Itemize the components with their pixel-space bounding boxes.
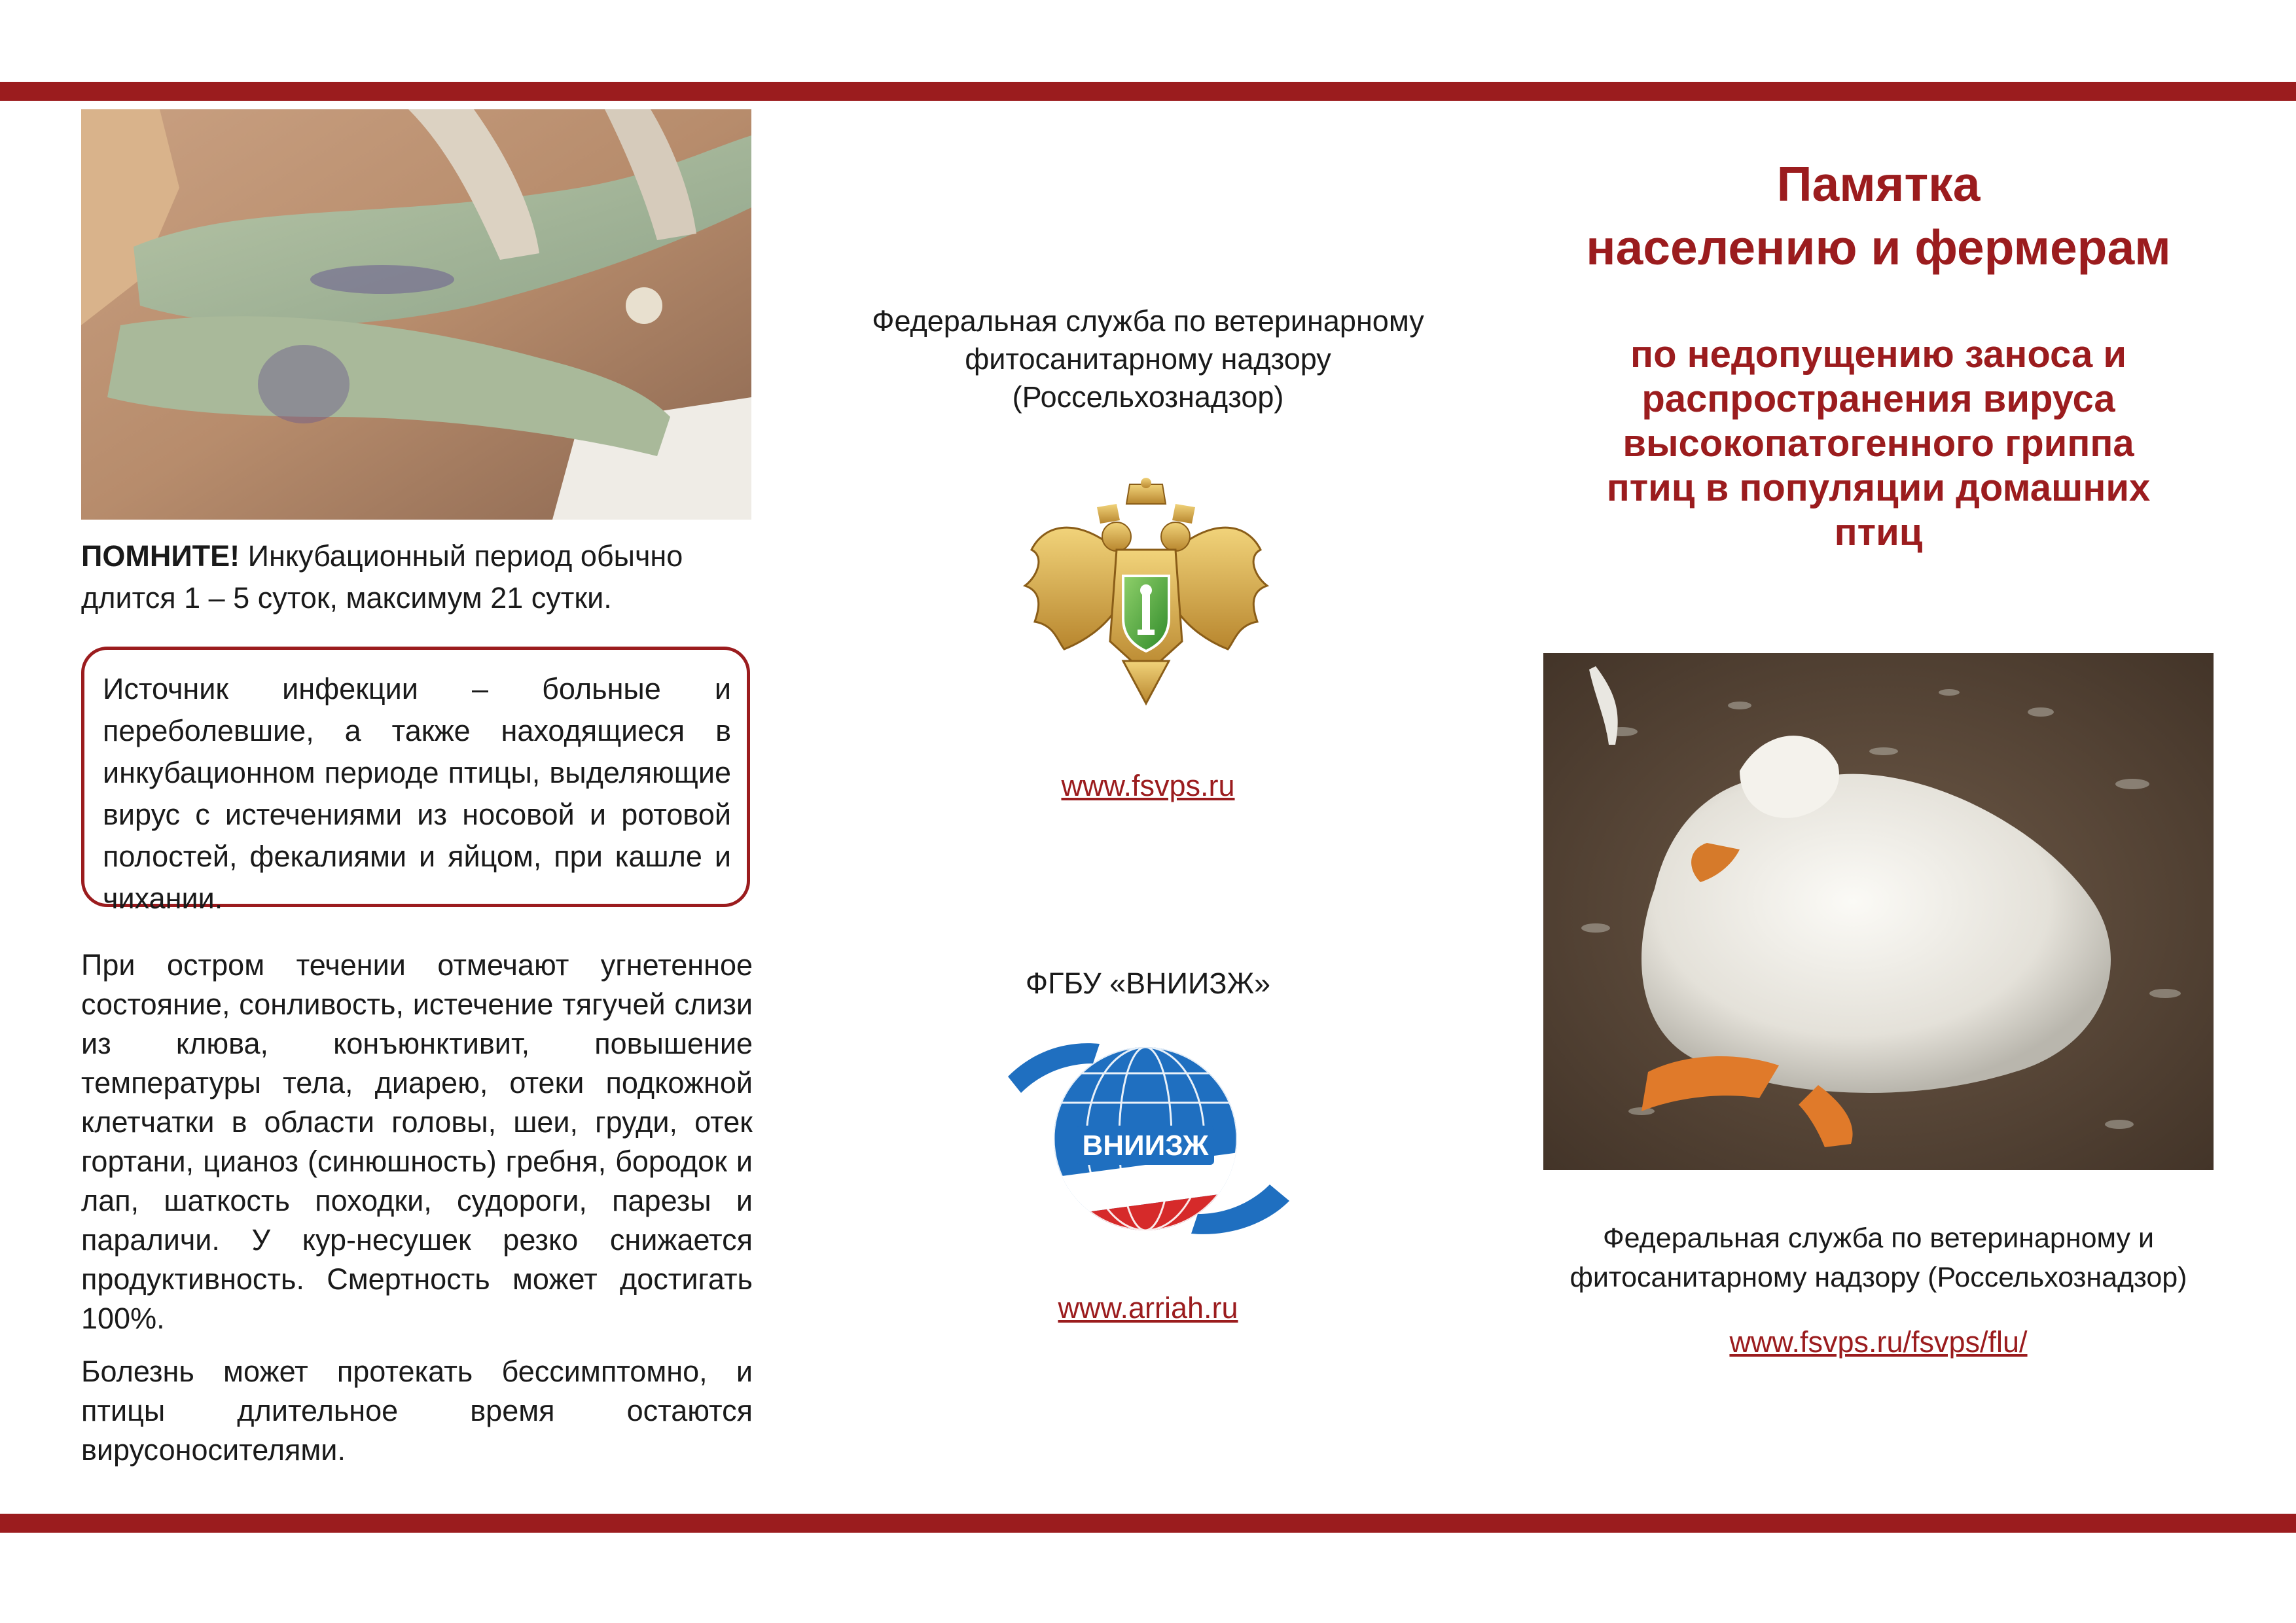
- agency-right-line-1: Федеральная служба по ветеринарному и: [1602, 1222, 2154, 1254]
- subtitle-line-4: птиц в популяции домашних: [1606, 467, 2151, 509]
- page-subtitle: [1538, 332, 2219, 555]
- agency-line-2: фитосанитарному надзору: [965, 342, 1331, 376]
- agency-name: [805, 302, 1491, 416]
- flu-info-link[interactable]: www.fsvps.ru/fsvps/flu/: [1729, 1325, 2028, 1359]
- symptoms-paragraph: При остром течении отмечают угнетенное состояние, сонливость, истечение тягучей слизи из клюва, конъюнктивит, повышение температуры тела, диарею, отеки подкожной клетчатки в области головы, шеи, груди, отек гортани, цианоз (синюшность) гребня, бородок и лап, шаткость походки, судороги, парезы и параличи. У кур-несушек резко снижается продуктивность. Смертность может достигать 100%.: [81, 948, 753, 1335]
- subtitle-line-5: птиц: [1834, 511, 1923, 554]
- infection-source-text: Источник инфекции – больные и переболевшие, а также находящиеся в инкубационном периоде птицы, выделяющие вирус с истечениями из носовой и ротовой полостей, фекалиями и яйцом, при кашле и чихании.: [103, 672, 731, 915]
- fsvps-link[interactable]: www.fsvps.ru: [1061, 769, 1235, 802]
- chicken-legs-photo: [81, 109, 751, 520]
- bottom-band: [0, 1514, 2296, 1533]
- remember-note: [81, 535, 753, 619]
- agency-line-1: Федеральная служба по ветеринарному: [872, 304, 1424, 338]
- arriah-link-wrap: [805, 1289, 1491, 1327]
- asymptomatic-paragraph: Болезнь может протекать бессимптомно, и птицы длительное время остаются вирусоносителями.: [81, 1355, 753, 1467]
- page-title: [1538, 152, 2219, 279]
- top-band: [0, 82, 2296, 101]
- vniizh-logo: [1008, 1037, 1289, 1240]
- fsvps-link-wrap: [805, 767, 1491, 805]
- subtitle-line-2: распространения вируса: [1641, 378, 2115, 420]
- arriah-link[interactable]: www.arriah.ru: [1058, 1291, 1238, 1325]
- agency-right-line-2: фитосанитарному надзору (Россельхознадзор): [1570, 1262, 2187, 1293]
- subtitle-line-3: высокопатогенного гриппа: [1623, 422, 2134, 465]
- agency-line-3: (Россельхознадзор): [1012, 380, 1284, 414]
- vniizh-logo-text: ВНИИЗЖ: [1082, 1130, 1209, 1162]
- coat-of-arms-emblem: [1018, 478, 1274, 720]
- remember-label: ПОМНИТЕ!: [81, 539, 240, 573]
- title-line-1: Памятка: [1776, 156, 1981, 211]
- title-line-2: населению и фермерам: [1586, 220, 2171, 275]
- sick-duck-photo: [1543, 653, 2214, 1170]
- subtitle-line-1: по недопущению заноса и: [1630, 333, 2126, 376]
- remember-text: Инкубационный период обычно длится 1 – 5 суток, максимум 21 сутки.: [81, 539, 683, 615]
- institute-name: ФГБУ «ВНИИЗЖ»: [1025, 967, 1271, 1000]
- infection-source-box: [81, 647, 750, 915]
- agency-name-right: [1538, 1219, 2219, 1297]
- flu-link-wrap: [1538, 1323, 2219, 1361]
